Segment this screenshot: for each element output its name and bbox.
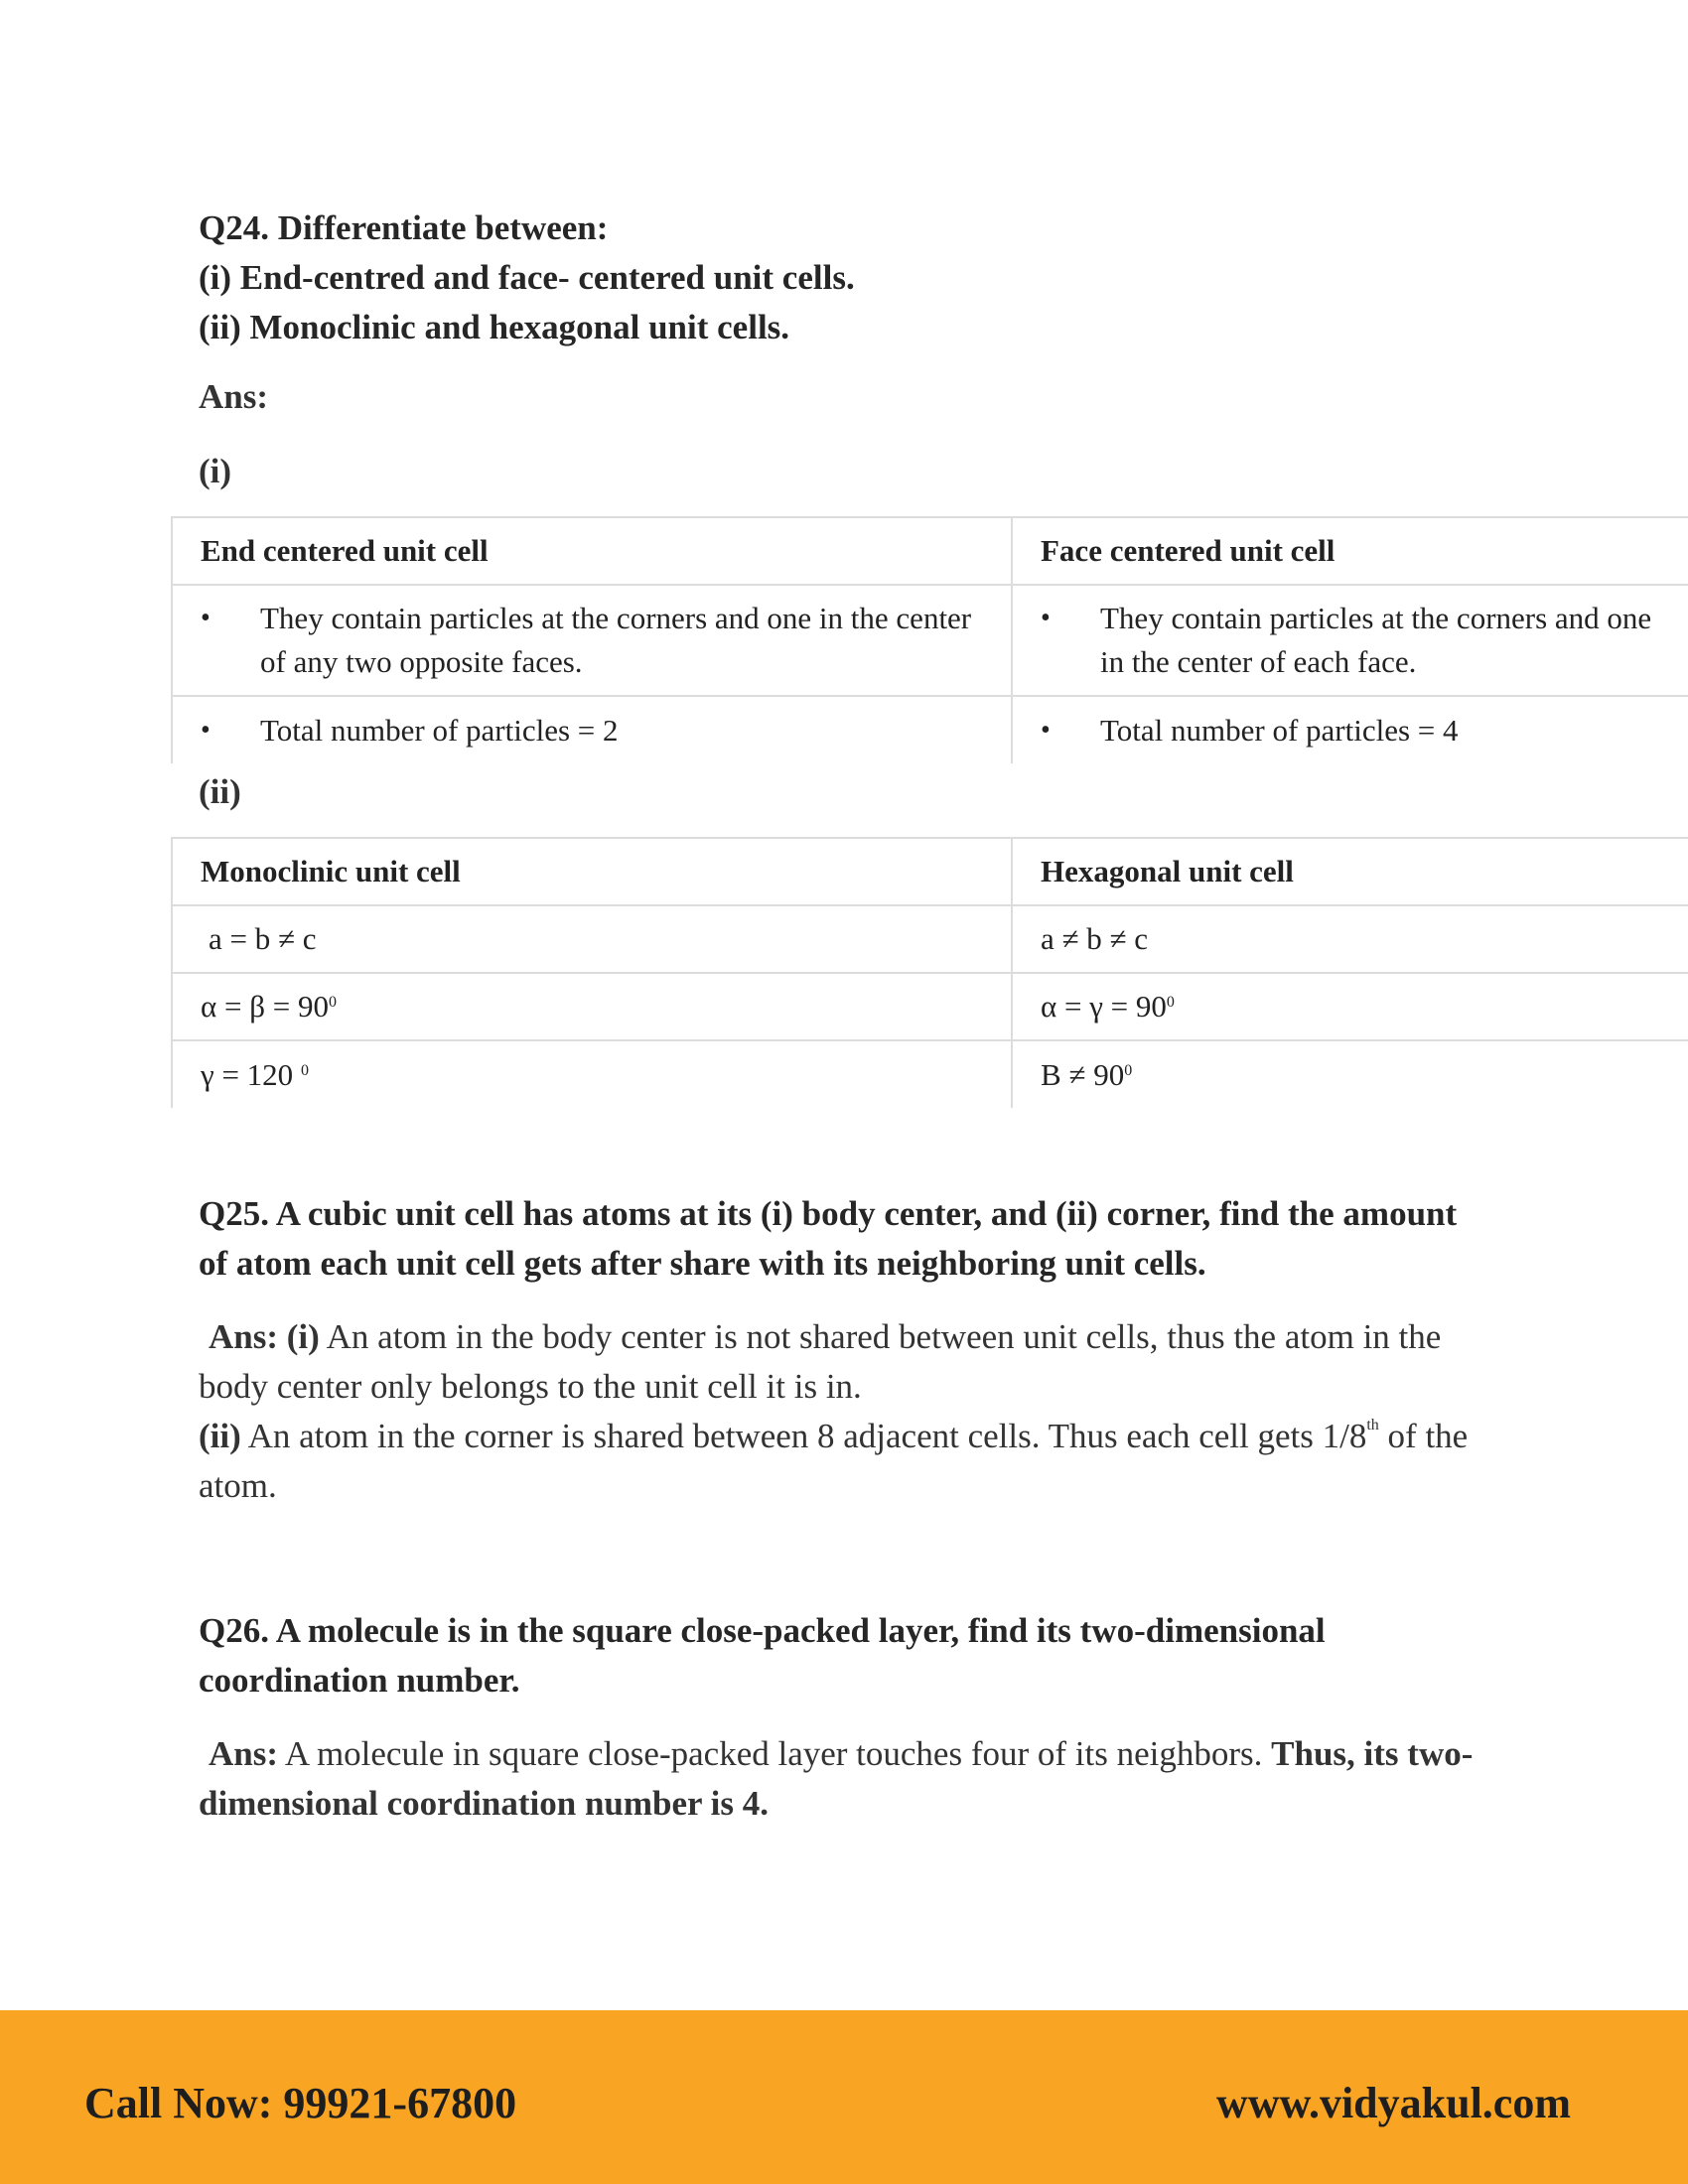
degree-mark: 0 xyxy=(1166,994,1175,1011)
table-row xyxy=(172,517,1688,585)
q25-i-label: (i) xyxy=(286,1317,320,1356)
bullet: • xyxy=(1041,603,1051,633)
q25-i-text: An atom in the body center is not shared between unit cells, thus the atom in the body center only belongs to the unit cell it is in. xyxy=(199,1317,1442,1406)
q25-fraction-sup: th xyxy=(1366,1417,1379,1433)
table-row xyxy=(172,973,1688,1040)
header-hexagonal: Hexagonal unit cell xyxy=(1012,838,1688,905)
cell-text: Total number of particles = 4 xyxy=(1100,712,1459,748)
table-row xyxy=(172,838,1688,905)
q24-part-ii: (ii) Monoclinic and hexagonal unit cells. xyxy=(199,308,790,346)
q25-question: Q25. A cubic unit cell has atoms at its (i) body center, and (ii) corner, find the amount of atom each unit cell gets after share with its neighboring unit cells. xyxy=(199,1194,1458,1283)
q26-ans-text: A molecule in square close-packed layer touches four of its neighbors. xyxy=(284,1734,1263,1773)
header-monoclinic: Monoclinic unit cell xyxy=(172,838,1012,905)
table-row xyxy=(172,696,1688,763)
table-row xyxy=(172,1040,1688,1108)
q24-sub-i: (i) xyxy=(199,452,232,490)
header-end-centered: End centered unit cell xyxy=(172,517,1012,585)
q26-ans-label: Ans: xyxy=(209,1734,279,1773)
q24-question xyxy=(199,204,855,352)
call-now-text[interactable]: Call Now: 99921-67800 xyxy=(84,2079,517,2127)
bullet: • xyxy=(201,714,211,746)
degree-mark: 0 xyxy=(1124,1061,1133,1079)
q24-sub-ii: (ii) xyxy=(199,772,241,811)
table-row xyxy=(172,585,1688,696)
q26-ans-bold: Thus, its two-dimensional coordination number is 4. xyxy=(199,1734,1474,1823)
q25-ans-label: Ans: xyxy=(209,1317,279,1356)
q25-answer-i xyxy=(199,1312,1509,1412)
q24-title: Q24. Differentiate between: xyxy=(199,208,609,247)
cell-text: B ≠ 90 xyxy=(1041,1056,1125,1092)
q25-fraction: 1/8 xyxy=(1322,1417,1367,1455)
website-link[interactable]: www.vidyakul.com xyxy=(1216,2079,1571,2127)
degree-mark: 0 xyxy=(328,994,337,1011)
cell-text: They contain particles at the corners and one in the center of each face. xyxy=(1100,601,1652,679)
q25-fraction-tail: of the atom. xyxy=(199,1417,1469,1505)
table-monoclinic-vs-hexagonal xyxy=(171,837,1688,1108)
q25-answer-ii xyxy=(199,1412,1509,1511)
cell-text: α = γ = 90 xyxy=(1041,989,1167,1024)
q26-question: Q26. A molecule is in the square close-packed layer, find its two-dimensional coordination number. xyxy=(199,1611,1326,1700)
cell-text: a ≠ b ≠ c xyxy=(1012,905,1688,973)
q26-answer xyxy=(199,1729,1509,1829)
table-end-vs-face xyxy=(171,516,1688,763)
q24-part-i: (i) End-centred and face- centered unit cells. xyxy=(199,258,855,297)
cell-text: They contain particles at the corners and one in the center of any two opposite faces. xyxy=(260,601,972,679)
degree-mark: 0 xyxy=(300,1061,309,1079)
footer-banner xyxy=(0,2010,1688,2184)
header-face-centered: Face centered unit cell xyxy=(1012,517,1688,585)
cell-text: α = β = 90 xyxy=(201,989,329,1024)
q24-ans-label: Ans: xyxy=(199,377,269,416)
bullet: • xyxy=(1041,714,1051,746)
q25-answer xyxy=(199,1312,1509,1511)
q25-ii-text: An atom in the corner is shared between 8 adjacent cells. Thus each cell gets xyxy=(247,1417,1314,1455)
q25-ii-label: (ii) xyxy=(199,1417,241,1455)
cell-text: γ = 120 xyxy=(201,1056,301,1092)
cell-text: Total number of particles = 2 xyxy=(260,712,619,748)
bullet: • xyxy=(201,603,211,633)
table-row xyxy=(172,905,1688,973)
cell-text: a = b ≠ c xyxy=(209,921,317,956)
